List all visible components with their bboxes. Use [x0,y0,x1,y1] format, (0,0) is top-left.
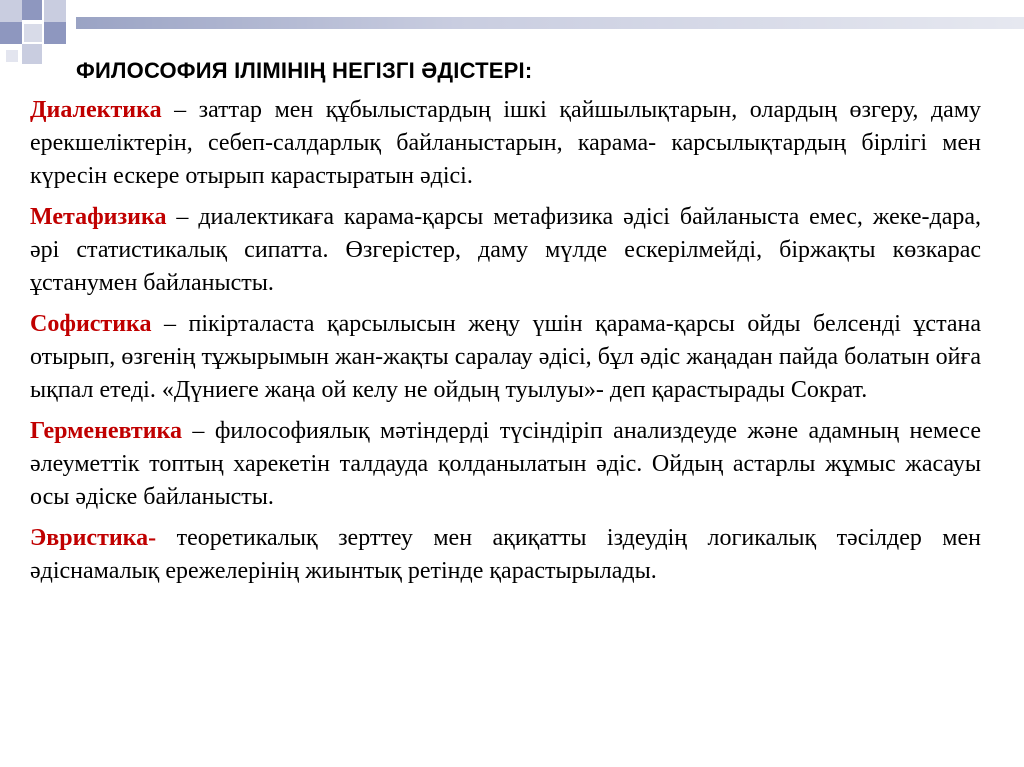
term-label: Метафизика [30,204,167,230]
deco-square [24,24,42,42]
paragraph-text: – пікірталаста қарсылысын жеңу үшін қарама-қарсы ойды белсенді ұстана отырып, өзгенің тұжырымын жан-жақты саралау әдісі, бұл әдіс жаңадан пайда болатын ойға ықпал етеді. «Дүниеге жаңа ой келу не ойдың туылуы»- деп қарастырады Сократ. [30,311,981,403]
term-label: Эвристика- [30,525,157,551]
header-bar [76,17,1024,29]
paragraph-text: теоретикалық зерттеу мен ақиқатты іздеудің логикалық тәсілдер мен әдіснамалық ережелерінің жиынтық ретінде қарастырылады. [30,525,981,584]
deco-square [44,22,66,44]
paragraph-hermeneutics [30,415,981,514]
slide-title: ФИЛОСОФИЯ ІЛІМІНІҢ НЕГІЗГІ ӘДІСТЕРІ: [76,58,533,83]
paragraph-dialectics [30,94,981,193]
term-label: Софистика [30,311,152,337]
term-label: Диалектика [30,97,162,123]
deco-square [22,44,42,64]
deco-square [0,0,22,22]
paragraph-text: – философиялық мәтіндерді түсіндіріп анализдеуде және адамның немесе әлеуметтік топтың харекетін талдауда қолданылатын әдіс. Ойдың астарлы жұмыс жасауы осы әдіске байланысты. [30,418,981,510]
paragraph-text: – диалектикаға карама-қарсы метафизика әдісі байланыста емес, жеке-дара, әрі статистикалық сипатта. Өзгерістер, даму мүлде ескерілмейді, біржақты көзкарас ұстанумен байланысты. [30,204,981,296]
slide-content [30,94,981,596]
deco-square [6,50,18,62]
paragraph-text: – заттар мен құбылыстардың ішкі қайшылықтарын, олардың өзгеру, даму ерекшеліктерін, себеп-салдарлық байланыстарын, карама- карсылықтардың бірлігі мен күресін ескере отырып карастыратын әдісі. [30,97,981,189]
term-label: Герменевтика [30,418,183,444]
paragraph-metaphysics [30,201,981,300]
deco-square [0,22,22,44]
deco-square [22,0,42,20]
paragraph-sophistry [30,308,981,407]
paragraph-heuristics [30,522,981,588]
deco-square [44,0,66,22]
